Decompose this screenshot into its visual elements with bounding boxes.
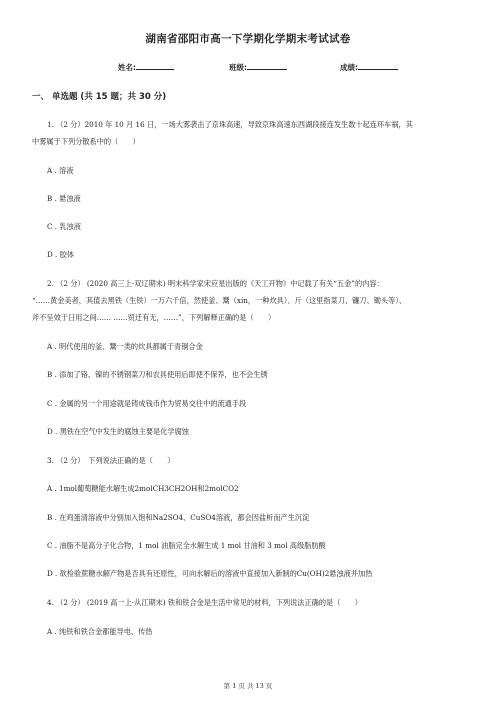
score-field[interactable]: [340, 61, 398, 73]
page-title: 湖南省邵阳市高一下学期化学期末考试试卷: [145, 33, 351, 45]
question-2-option-d[interactable]: D . 黑铁在空气中发生的腐蚀主要是化学腐蚀: [47, 427, 189, 436]
question-1-stem-line-2: 中雾属于下列分散系中的（ ）: [32, 137, 140, 146]
name-field[interactable]: [118, 61, 174, 73]
question-2-option-c[interactable]: C . 金属的另一个用途就是铸成钱币作为贸易交往中的流通手段: [47, 399, 247, 408]
section-heading: 一、 单选题 (共 15 题；共 30 分): [32, 92, 167, 102]
question-4-stem: 4. （2 分） (2019 高一上·从江期末) 铁和铁合金是生活中常见的材料，下列说法正确的是（ ）: [47, 598, 362, 607]
question-3-stem: 3. （2 分） 下列说法正确的是（ ）: [47, 456, 175, 465]
question-2-stem-line-1: 2. （2 分） (2020 高三上·双辽期末) 明末科学家宋应星出版的《天工开物》中记载了有关“五金”的内容：: [47, 279, 384, 288]
question-2-option-b[interactable]: B . 添加了铬、镍的不锈钢菜刀和农具使用后即使不保养，也不会生锈: [47, 370, 268, 379]
question-1-option-d[interactable]: D . 胶体: [47, 250, 74, 259]
name-label: 姓名:: [118, 63, 136, 72]
class-field[interactable]: [229, 61, 287, 73]
question-3-option-b[interactable]: B . 在鸡蛋清溶液中分别加入饱和Na2SO4、CuSO4溶液，都会因盐析而产生沉淀: [47, 513, 310, 522]
question-2-stem-line-2: “……黄金美者，其值去黑铁（生铁）一万六千倍，然使釜、鬵（xín，一种炊具）、斤（这里指菜刀、镰刀、锄头等）、: [32, 296, 407, 305]
class-label: 班级:: [229, 63, 247, 72]
class-blank[interactable]: [247, 61, 287, 70]
question-2-stem-line-3: 斧不呈效于日用之间…… ……贸迁有无，……”，下列解释正确的是（ ）: [32, 313, 276, 322]
question-3-option-d[interactable]: D . 欲检验蔗糖水解产物是否具有还原性，可向水解后的溶液中直接加入新制的Cu(OH)2悬浊液并加热: [47, 569, 373, 578]
name-blank[interactable]: [136, 61, 174, 70]
score-label: 成绩:: [340, 63, 358, 72]
score-blank[interactable]: [358, 61, 398, 70]
question-1-option-b[interactable]: B . 悬浊液: [47, 194, 81, 203]
question-3-option-c[interactable]: C . 油脂不是高分子化合物，1 mol 油脂完全水解生成 1 mol 甘油和 3 mol 高级脂肪酸: [47, 541, 326, 550]
question-4-option-a[interactable]: A . 纯铁和铁合金都能导电、传热: [47, 627, 153, 636]
question-3-option-a[interactable]: A . 1mol葡萄糖能水解生成2molCH3CH2OH和2molCO2: [47, 484, 239, 493]
question-1-option-c[interactable]: C . 乳浊液: [47, 222, 81, 231]
question-2-option-a[interactable]: A . 明代使用的釜、鬵一类的炊具都属于青铜合金: [47, 342, 203, 351]
question-1-stem-line-1: 1. （2 分）2010 年 10 月 16 日，一场大雾袭击了京珠高速，导致京珠高速东西湖段接连发生数十起连环车祸，其: [47, 120, 413, 129]
page-footer: 第 1 页 共 13 页: [223, 682, 273, 690]
question-1-option-a[interactable]: A . 溶液: [47, 166, 74, 175]
